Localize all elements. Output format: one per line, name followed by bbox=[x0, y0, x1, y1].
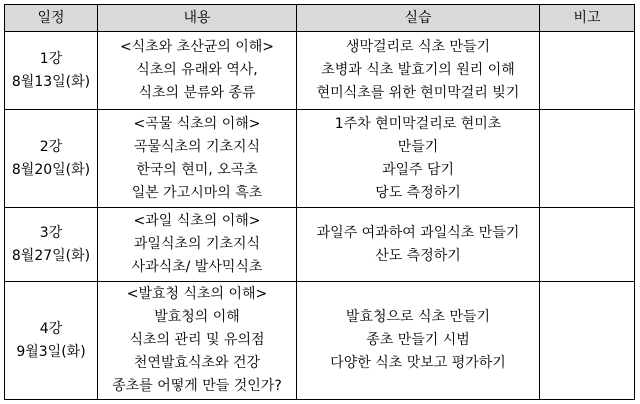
content-line: 과일식초의 기초지식 bbox=[133, 236, 261, 252]
schedule-cell bbox=[5, 208, 98, 282]
practice-line: 만들기 bbox=[397, 138, 439, 155]
practice-line: 생막걸리로 식초 만들기 bbox=[345, 39, 491, 55]
table-row bbox=[5, 208, 635, 282]
content-cell bbox=[98, 110, 297, 208]
content-line: 사과식초/ 발사믹식초 bbox=[131, 259, 263, 275]
content-line: 종초를 어떻게 만들 것인가? bbox=[112, 378, 282, 394]
practice-line: 과일주 여과하여 과일식초 만들기 bbox=[316, 224, 520, 241]
header-schedule: 일정 bbox=[5, 5, 98, 32]
session-label: 3강 bbox=[39, 224, 63, 241]
note-cell bbox=[540, 32, 635, 110]
session-label: 2강 bbox=[39, 138, 63, 155]
content-line: <식초와 초산균의 이해> bbox=[119, 39, 275, 55]
session-label: 1강 bbox=[39, 50, 63, 67]
table-row bbox=[5, 110, 635, 208]
content-line: 천연발효식초와 건강 bbox=[133, 355, 261, 371]
schedule-table bbox=[4, 4, 635, 400]
practice-line: 과일주 담기 bbox=[381, 161, 455, 178]
session-date: 8월27일(화) bbox=[11, 247, 91, 264]
practice-cell bbox=[297, 32, 540, 110]
content-line: 일본 가고시마의 흑초 bbox=[131, 184, 263, 201]
practice-line: 종초 만들기 시범 bbox=[366, 332, 470, 348]
practice-line: 1주차 현미막걸리로 현미초 bbox=[334, 115, 502, 132]
practice-line: 초병과 식초 발효기의 원리 이해 bbox=[321, 62, 515, 78]
table-row bbox=[5, 32, 635, 110]
content-line: 식초의 관리 및 유의점 bbox=[129, 332, 265, 348]
schedule-cell bbox=[5, 110, 98, 208]
content-line: 한국의 현미, 오곡초 bbox=[136, 161, 258, 178]
content-line: <발효청 식초의 이해> bbox=[126, 286, 268, 302]
practice-line: 당도 측정하기 bbox=[375, 184, 461, 201]
session-date: 8월13일(화) bbox=[11, 73, 91, 90]
schedule-cell bbox=[5, 32, 98, 110]
content-line: 식초의 분류와 종류 bbox=[138, 85, 256, 101]
session-date: 8월20일(화) bbox=[11, 161, 91, 178]
content-cell bbox=[98, 208, 297, 282]
session-label: 4강 bbox=[39, 320, 63, 337]
table-row bbox=[5, 282, 635, 400]
note-cell bbox=[540, 110, 635, 208]
practice-line: 발효청으로 식초 만들기 bbox=[345, 309, 491, 325]
content-cell bbox=[98, 282, 297, 400]
note-cell bbox=[540, 208, 635, 282]
practice-cell bbox=[297, 208, 540, 282]
practice-line: 현미식초를 위한 현미막걸리 빚기 bbox=[316, 85, 520, 101]
note-cell bbox=[540, 282, 635, 400]
content-cell bbox=[98, 32, 297, 110]
content-line: 발효청의 이해 bbox=[154, 309, 240, 325]
practice-cell bbox=[297, 110, 540, 208]
practice-line: 다양한 식초 맛보고 평가하기 bbox=[330, 355, 506, 371]
content-line: <곡물 식초의 이해> bbox=[133, 115, 261, 132]
content-line: <과일 식초의 이해> bbox=[133, 213, 261, 229]
header-note: 비고 bbox=[540, 5, 635, 32]
practice-line: 산도 측정하기 bbox=[375, 247, 461, 264]
content-line: 식초의 유래와 역사, bbox=[136, 62, 258, 78]
practice-cell bbox=[297, 282, 540, 400]
session-date: 9월3일(화) bbox=[16, 343, 86, 360]
schedule-cell bbox=[5, 282, 98, 400]
header-practice: 실습 bbox=[297, 5, 540, 32]
table-header-row bbox=[5, 5, 635, 32]
content-line: 곡물식초의 기초지식 bbox=[133, 138, 261, 155]
header-content: 내용 bbox=[98, 5, 297, 32]
